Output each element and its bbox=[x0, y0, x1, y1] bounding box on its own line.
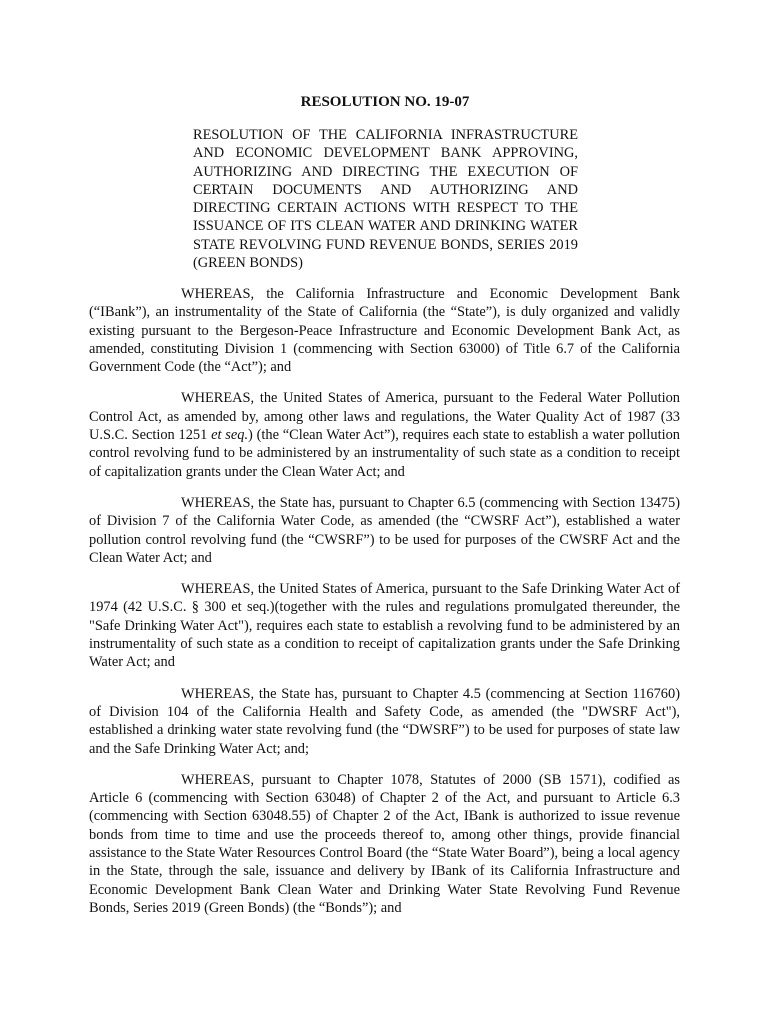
resolution-title: RESOLUTION NO. 19-07 bbox=[300, 94, 470, 110]
whereas-paragraph-2 bbox=[89, 389, 680, 480]
paragraph-text-segment: ) (the “Clean Water Act”), requires each state to establish a water pollution control revolving fund to be administered by an instrumentality of such state as a condition to receipt of capitalization grants under the Clean Water Act; and bbox=[89, 427, 681, 480]
whereas-paragraph-1: WHEREAS, the California Infrastructure and Economic Development Bank (“IBank”), an instrumentality of the State of California (the “State”), is duly organized and validly existing pursuant to the Bergeson-Peace Infrastructure and Economic Development Bank Act, as amended, constituting Division 1 (commencing with Section 63000) of Title 6.7 of the California Government Code (the “Act”); and bbox=[89, 286, 680, 376]
whereas-paragraph-4: WHEREAS, the United States of America, pursuant to the Safe Drinking Water Act of 1974 (42 U.S.C. § 300 et seq.)(together with the rules and regulations promulgated thereunder, the "Safe Drinking Water Act"), requires each state to establish a revolving fund to be administered by an instrumentality of such state as a condition to receipt of capitalization grants under the Safe Drinking Water Act; and bbox=[89, 581, 680, 671]
whereas-paragraph-3: WHEREAS, the State has, pursuant to Chapter 6.5 (commencing with Section 13475) of Division 7 of the California Water Code, as amended (the “CWSRF Act”), established a water pollution control revolving fund (the “CWSRF”) to be used for purposes of the CWSRF Act and the Clean Water Act; and bbox=[89, 494, 680, 566]
whereas-paragraph-6: WHEREAS, pursuant to Chapter 1078, Statutes of 2000 (SB 1571), codified as Article 6 (commencing with Section 63048) of Chapter 2 of the Act, and pursuant to Article 6.3 (commencing with Section 63048.55) of Chapter 2 of the Act, IBank is authorized to issue revenue bonds from time to time and use the proceeds thereof to, among other things, provide financial assistance to the State Water Resources Control Board (the “State Water Board”), being a local agency in the State, through the sale, issuance and delivery by IBank of its California Infrastructure and Economic Development Bank Clean Water and Drinking Water State Revolving Fund Revenue Bonds, Series 2019 (Green Bonds) (the “Bonds”); and bbox=[89, 771, 680, 916]
paragraph-italic-segment: et seq. bbox=[211, 427, 249, 444]
paragraph-text-segment: WHEREAS, the United States of America, pursuant to the Federal Water Pollution Control Act, as amended by, among other laws and regulations, the Water Quality Act of 1987 (33 U.S.C. Section 1251 bbox=[89, 390, 680, 444]
document-body bbox=[89, 285, 680, 930]
whereas-paragraph-5: WHEREAS, the State has, pursuant to Chapter 4.5 (commencing at Section 116760) of Division 104 of the California Health and Safety Code, as amended (the "DWSRF Act"), established a drinking water state revolving fund (the “DWSRF”) to be used for purposes of state law and the Safe Drinking Water Act; and; bbox=[89, 685, 680, 757]
resolution-caption: RESOLUTION OF THE CALIFORNIA INFRASTRUCTURE AND ECONOMIC DEVELOPMENT BANK APPROVING, AUTHORIZING AND DIRECTING THE EXECUTION OF CERTAIN DOCUMENTS AND AUTHORIZING AND DIRECTING CERTAIN ACTIONS WITH RESPECT TO THE ISSUANCE OF ITS CLEAN WATER AND DRINKING WATER STATE REVOLVING FUND REVENUE BONDS, SERIES 2019 (GREEN BONDS) bbox=[193, 127, 578, 272]
